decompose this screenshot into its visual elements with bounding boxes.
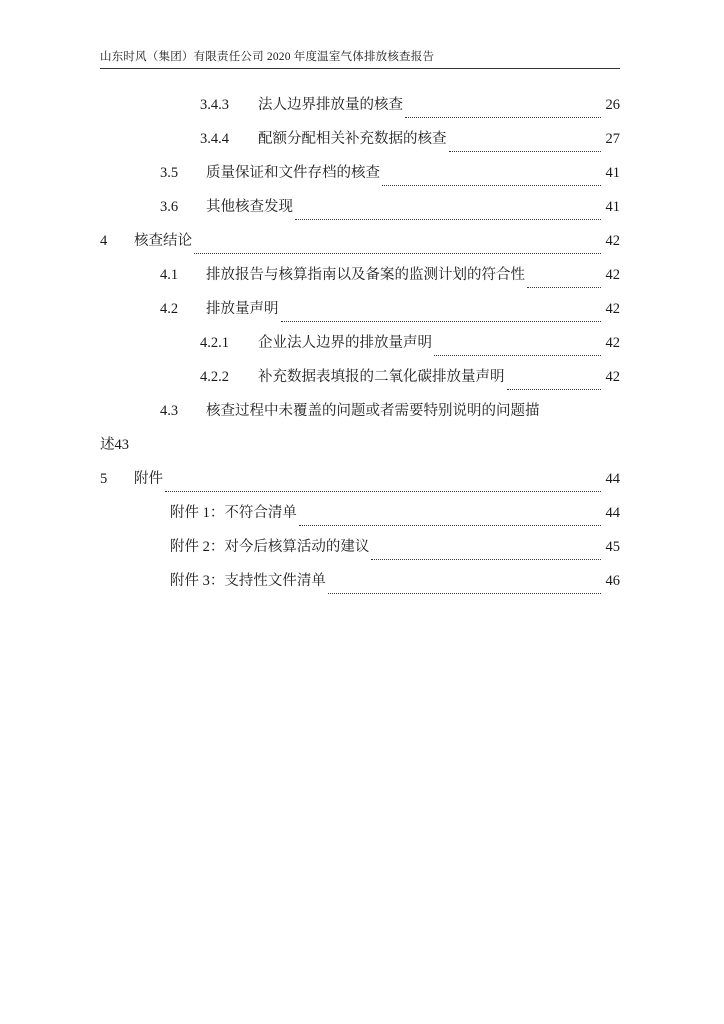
toc-entry-title: 附件 1：不符合清单 bbox=[170, 505, 297, 521]
toc-entry-number: 4.2.1 bbox=[200, 335, 229, 351]
toc-entry-number: 4.1 bbox=[160, 267, 179, 283]
toc-leader-dots bbox=[527, 286, 601, 288]
toc-entry-number: 5 bbox=[100, 471, 108, 487]
toc-leader-dots bbox=[507, 388, 601, 390]
toc-entry-number: 3.4.3 bbox=[200, 97, 229, 113]
toc-entry-page: 42 bbox=[605, 233, 620, 249]
toc-entry-continuation[interactable] bbox=[100, 428, 620, 462]
toc-entry-title: 质量保证和文件存档的核查 bbox=[206, 165, 380, 181]
toc-leader-dots bbox=[405, 116, 601, 118]
toc-entry[interactable] bbox=[100, 88, 620, 122]
toc-entry-page: 27 bbox=[605, 131, 620, 147]
toc-entry-number: 4.3 bbox=[160, 403, 179, 419]
toc-entry[interactable] bbox=[100, 462, 620, 496]
toc-leader-dots bbox=[382, 184, 601, 186]
toc-entry-title: 附件 2：对今后核算活动的建议 bbox=[170, 539, 370, 555]
toc-entry-number: 4.2.2 bbox=[200, 369, 229, 385]
header-divider bbox=[100, 68, 620, 69]
toc-entry[interactable] bbox=[100, 394, 620, 428]
toc-entry-page: 41 bbox=[605, 165, 620, 181]
toc-entry-page: 46 bbox=[605, 573, 620, 589]
toc-leader-dots bbox=[328, 592, 601, 594]
toc-entry-page: 26 bbox=[605, 97, 620, 113]
toc-entry-title: 排放报告与核算指南以及备案的监测计划的符合性 bbox=[206, 267, 525, 283]
toc-entry-page: 42 bbox=[605, 267, 620, 283]
toc-entry-page: 44 bbox=[605, 505, 620, 521]
toc-leader-dots bbox=[194, 252, 601, 254]
toc-entry-title: 企业法人边界的排放量声明 bbox=[258, 335, 432, 351]
header-title: 山东时风（集团）有限责任公司 2020 年度温室气体排放核查报告 bbox=[100, 51, 435, 63]
toc-entry-number: 3.4.4 bbox=[200, 131, 229, 147]
toc-entry-title: 排放量声明 bbox=[206, 301, 279, 317]
toc-entry-page: 44 bbox=[605, 471, 620, 487]
toc-entry-page: 41 bbox=[605, 199, 620, 215]
toc-entry-page: 43 bbox=[114, 437, 129, 453]
toc-entry-title: 核查过程中未覆盖的问题或者需要特别说明的问题描 bbox=[206, 403, 540, 419]
toc-entry[interactable] bbox=[100, 292, 620, 326]
toc-leader-dots bbox=[371, 558, 600, 560]
toc-entry-title: 补充数据表填报的二氧化碳排放量声明 bbox=[258, 369, 505, 385]
toc-leader-dots bbox=[165, 490, 601, 492]
toc-entry-number: 4 bbox=[100, 233, 108, 249]
toc-leader-dots bbox=[295, 218, 601, 220]
toc-entry[interactable] bbox=[100, 530, 620, 564]
toc-leader-dots bbox=[434, 354, 601, 356]
toc-entry[interactable] bbox=[100, 326, 620, 360]
toc-leader-dots bbox=[281, 320, 601, 322]
toc-entry[interactable] bbox=[100, 496, 620, 530]
toc-entry[interactable] bbox=[100, 258, 620, 292]
toc-entry-title: 附件 3：支持性文件清单 bbox=[170, 573, 326, 589]
toc-entry-title: 其他核查发现 bbox=[206, 199, 293, 215]
toc-entry[interactable] bbox=[100, 122, 620, 156]
toc-entry-title-continued: 述 bbox=[100, 437, 115, 453]
toc-entry[interactable] bbox=[100, 190, 620, 224]
toc-entry-title: 附件 bbox=[134, 471, 163, 487]
toc-entry-page: 42 bbox=[605, 369, 620, 385]
toc-entry[interactable] bbox=[100, 360, 620, 394]
toc-leader-dots bbox=[449, 150, 601, 152]
toc-entry-page: 45 bbox=[605, 539, 620, 555]
toc-entry[interactable] bbox=[100, 224, 620, 258]
toc-entry-number: 4.2 bbox=[160, 301, 179, 317]
toc-entry-title: 核查结论 bbox=[134, 233, 192, 249]
toc-leader-dots bbox=[299, 524, 601, 526]
toc-entry[interactable] bbox=[100, 156, 620, 190]
toc-entry-page: 42 bbox=[605, 335, 620, 351]
toc-entry-page: 42 bbox=[605, 301, 620, 317]
toc-entry-title: 配额分配相关补充数据的核查 bbox=[258, 131, 447, 147]
toc-entry-number: 3.5 bbox=[160, 165, 179, 181]
toc-entry[interactable] bbox=[100, 564, 620, 598]
table-of-contents bbox=[100, 88, 620, 598]
toc-entry-number: 3.6 bbox=[160, 199, 179, 215]
page-header bbox=[100, 48, 620, 69]
toc-entry-title: 法人边界排放量的核查 bbox=[258, 97, 403, 113]
